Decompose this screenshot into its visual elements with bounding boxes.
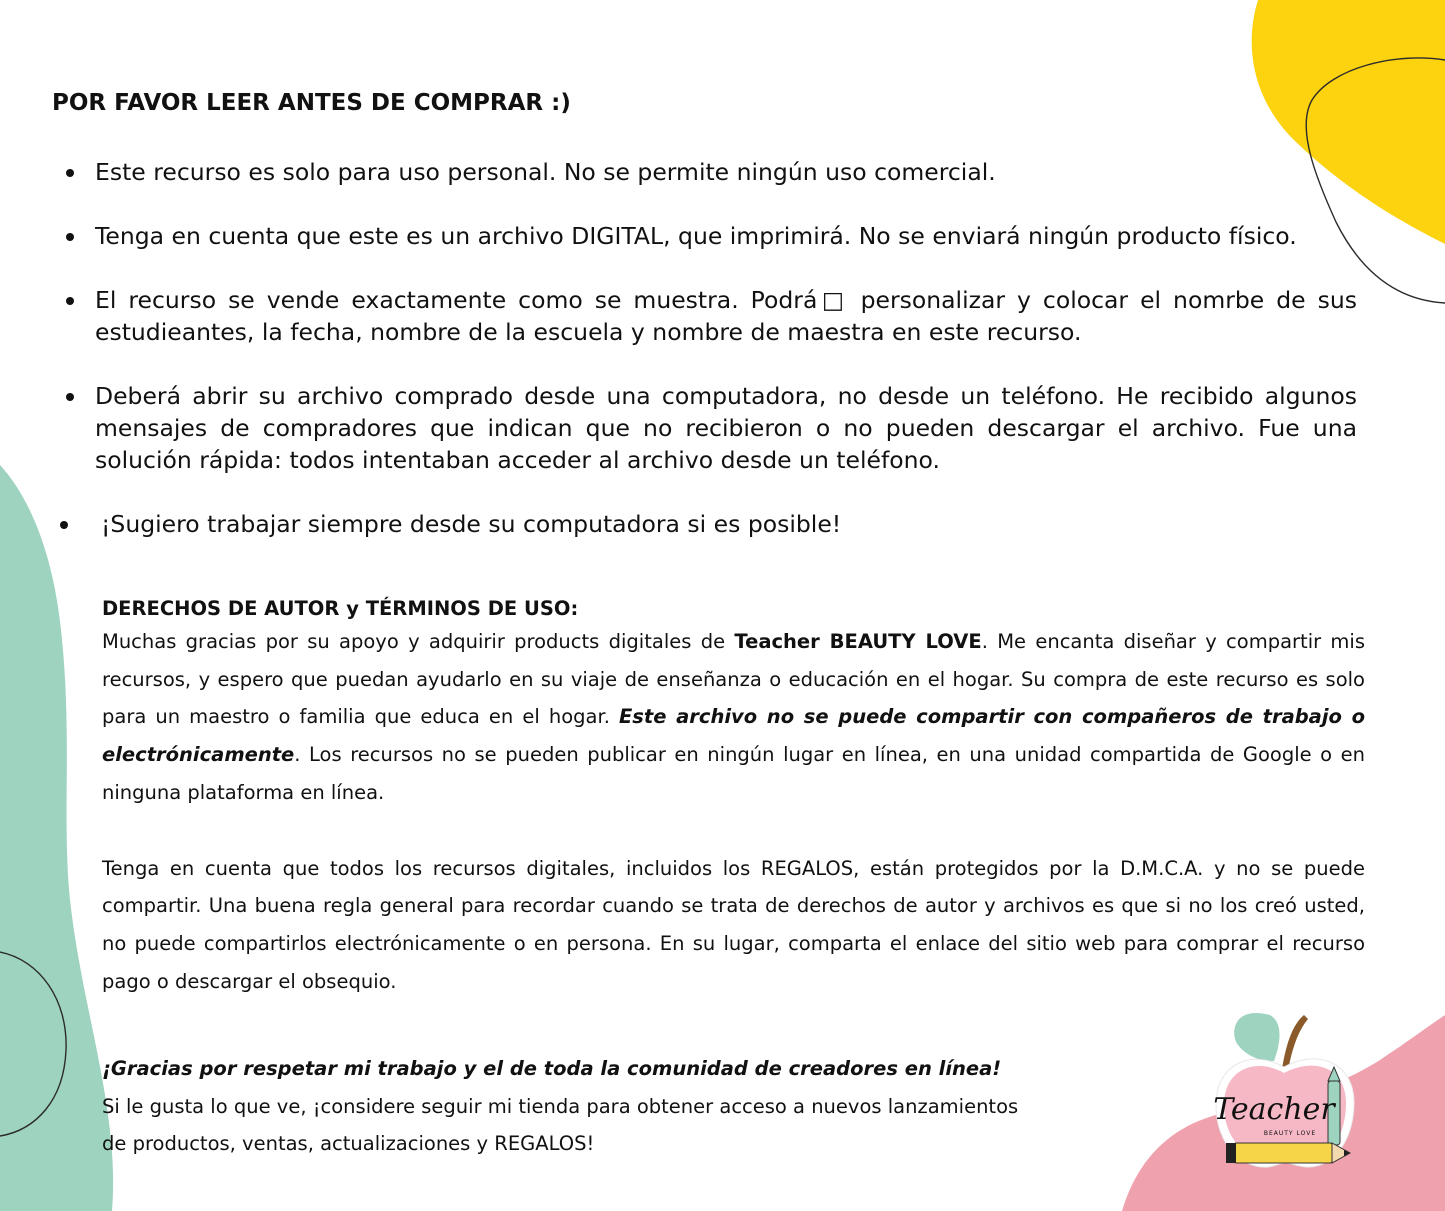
teacher-beauty-love-logo xyxy=(1212,1005,1358,1175)
copyright-title: DERECHOS DE AUTOR y TÉRMINOS DE USO: xyxy=(102,597,579,620)
list-item: Deberá abrir su archivo comprado desde una computadora, no desde un teléfono. He recibido algunos mensajes de compradores que indican que no recibieron o no pueden descargar el archivo. Fue una solución rápida: todos intentaban acceder al archivo desde un teléfono. xyxy=(95,382,1357,474)
notice-list xyxy=(95,156,1357,572)
brand-name: Teacher BEAUTY LOVE xyxy=(734,630,982,653)
list-item: ¡Sugiero trabajar siempre desde su computadora si es posible! xyxy=(95,508,1357,540)
page-heading: POR FAVOR LEER ANTES DE COMPRAR :) xyxy=(52,90,571,116)
copyright-section xyxy=(102,594,1365,1000)
copyright-text-c: . Los recursos no se pueden publicar en ningún lugar en línea, en una unidad compartida de Google o en ninguna plataforma en línea. xyxy=(102,743,1365,804)
follow-line-1: Si le gusta lo que ve, ¡considere seguir mi tienda para obtener acceso a nuevos lanzamientos xyxy=(102,1094,1019,1118)
pencil-icon xyxy=(1234,1143,1332,1163)
logo-script-text: Teacher xyxy=(1213,1092,1335,1127)
list-item: El recurso se vende exactamente como se muestra. Podrá□ personalizar y colocar el nomrbe de sus estudieantes, la fecha, nombre de la escuela y nombre de maestra en este recurso. xyxy=(95,286,1357,346)
logo-sub-text: BEAUTY LOVE xyxy=(1263,1130,1317,1137)
copyright-text-a: Muchas gracias por su apoyo y adquirir products digitales de xyxy=(102,630,735,653)
list-item: Tenga en cuenta que este es un archivo DIGITAL, que imprimirá. No se enviará ningún producto físico. xyxy=(95,220,1357,252)
dmca-paragraph: Tenga en cuenta que todos los recursos digitales, incluidos los REGALOS, están protegidos por la D.M.C.A. y no se puede compartir. Una buena regla general para recordar cuando se trata de derechos de autor y archivos es que si no los creó usted, no puede compartirlos electrónicamente o en persona. En su lugar, comparta el enlace del sitio web para comprar el recurso pago o descargar el obsequio. xyxy=(102,856,1365,993)
thanks-headline: ¡Gracias por respetar mi trabajo y el de toda la comunidad de creadores en línea! xyxy=(102,1057,1002,1080)
list-item: Este recurso es solo para uso personal. No se permite ningún uso comercial. xyxy=(95,156,1357,188)
copyright-text-b: . Me encanta diseñar y compartir mis recursos, y espero que puedan ayudarlo en su viaje de enseñanza o educación en el hogar. Su compra de este recurso es solo para un maestro o familia que educa en el hogar. xyxy=(102,630,1366,729)
no-share-warning: Este archivo no se puede compartir con compañeros de trabajo o electrónicamente xyxy=(102,705,1365,767)
green-blob-shape xyxy=(0,465,113,1211)
leaf-icon xyxy=(1234,1013,1279,1061)
pencil-eraser-icon xyxy=(1226,1143,1236,1163)
copyright-paragraph xyxy=(102,623,1365,812)
thanks-section xyxy=(102,1050,1062,1163)
follow-line-2: de productos, ventas, actualizaciones y REGALOS! xyxy=(102,1132,595,1156)
